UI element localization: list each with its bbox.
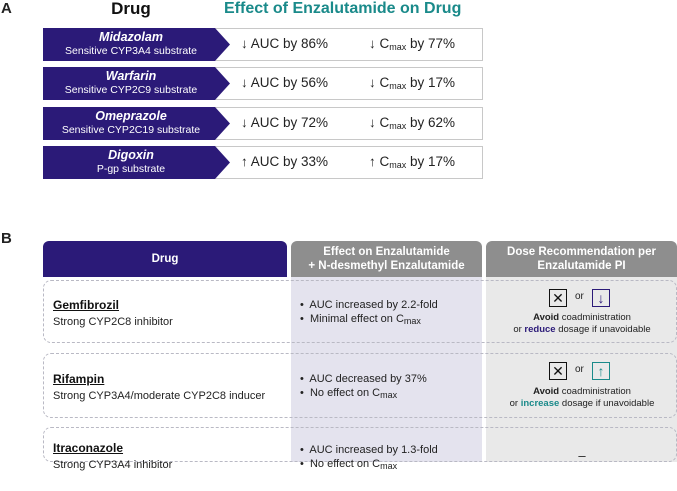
or-label: or xyxy=(575,364,584,375)
avoid-x-icon: ✕ xyxy=(549,362,567,380)
drug-tag xyxy=(43,67,230,100)
dose-column-header: Dose Recommendation per Enzalutamide PI xyxy=(486,241,677,277)
panel-a-row xyxy=(43,107,483,140)
panel-a-row xyxy=(43,67,483,100)
auc-effect: ↓ AUC by 56% xyxy=(241,75,329,90)
dose-recommendation: Avoid coadministration or reduce dosage if unavoidable xyxy=(513,312,651,335)
effect-bullets: • AUC increased by 1.3-fold • No effect on $C_{max}$ xyxy=(300,444,438,471)
cmax-effect: ↓ $C_{max}$ by 62% xyxy=(369,115,456,131)
cmax-effect: ↓ $C_{max}$ by 77% xyxy=(369,36,456,52)
drug-tag xyxy=(43,146,230,179)
panel-a-letter: A xyxy=(1,0,12,17)
drug-name: Warfarin xyxy=(105,69,157,83)
drug-class: Strong CYP2C8 inhibitor xyxy=(53,316,173,328)
cmax-effect: ↓ $C_{max}$ by 17% xyxy=(369,75,456,91)
drug-name: Itraconazole xyxy=(53,441,124,455)
effect-column-header: Effect on Enzalutamide + N-desmethyl Enzalutamide xyxy=(291,241,482,277)
drug-column-header: Drug xyxy=(43,241,287,277)
drug-name: Gemfibrozil xyxy=(53,298,120,312)
no-recommendation-dash: – xyxy=(578,448,586,463)
drug-tag xyxy=(43,107,230,140)
panel-a-row xyxy=(43,146,483,179)
panel-b-letter: B xyxy=(1,230,12,247)
drug-class: Strong CYP3A4/moderate CYP2C8 inducer xyxy=(53,390,266,402)
auc-effect: ↓ AUC by 72% xyxy=(241,115,329,130)
drug-name: Digoxin xyxy=(108,148,154,162)
drug-class: Sensitive CYP2C19 substrate xyxy=(61,124,201,136)
panel-a-effect-header: Effect of Enzalutamide on Drug xyxy=(224,0,462,17)
drug-tag xyxy=(43,28,230,61)
increase-arrow-icon: ↑ xyxy=(592,362,610,380)
cmax-effect: ↑ $C_{max}$ by 17% xyxy=(369,154,456,170)
effect-bullets: • AUC increased by 2.2-fold • Minimal effect on $C_{max}$ xyxy=(300,299,438,326)
drug-name: Rifampin xyxy=(53,372,105,386)
decrease-arrow-icon: ↓ xyxy=(592,289,610,307)
avoid-x-icon: ✕ xyxy=(549,289,567,307)
panel-a-row xyxy=(43,28,483,61)
auc-effect: ↓ AUC by 86% xyxy=(241,36,329,51)
drug-name: Omeprazole xyxy=(95,109,167,123)
effect-bullets: • AUC decreased by 37% • No effect on $C_{max}$ xyxy=(300,373,427,400)
drug-class: Strong CYP3A4 inhibitor xyxy=(53,459,173,471)
auc-effect: ↑ AUC by 33% xyxy=(241,154,329,169)
drug-class: P-gp substrate xyxy=(96,163,166,175)
drug-class: Sensitive CYP2C9 substrate xyxy=(64,84,198,96)
or-label: or xyxy=(575,291,584,302)
dose-recommendation: Avoid coadministration or increase dosage if unavoidable xyxy=(509,386,655,409)
drug-name: Midazolam xyxy=(99,30,163,44)
drug-class: Sensitive CYP3A4 substrate xyxy=(65,45,197,57)
panel-a-drug-header: Drug xyxy=(111,0,151,18)
